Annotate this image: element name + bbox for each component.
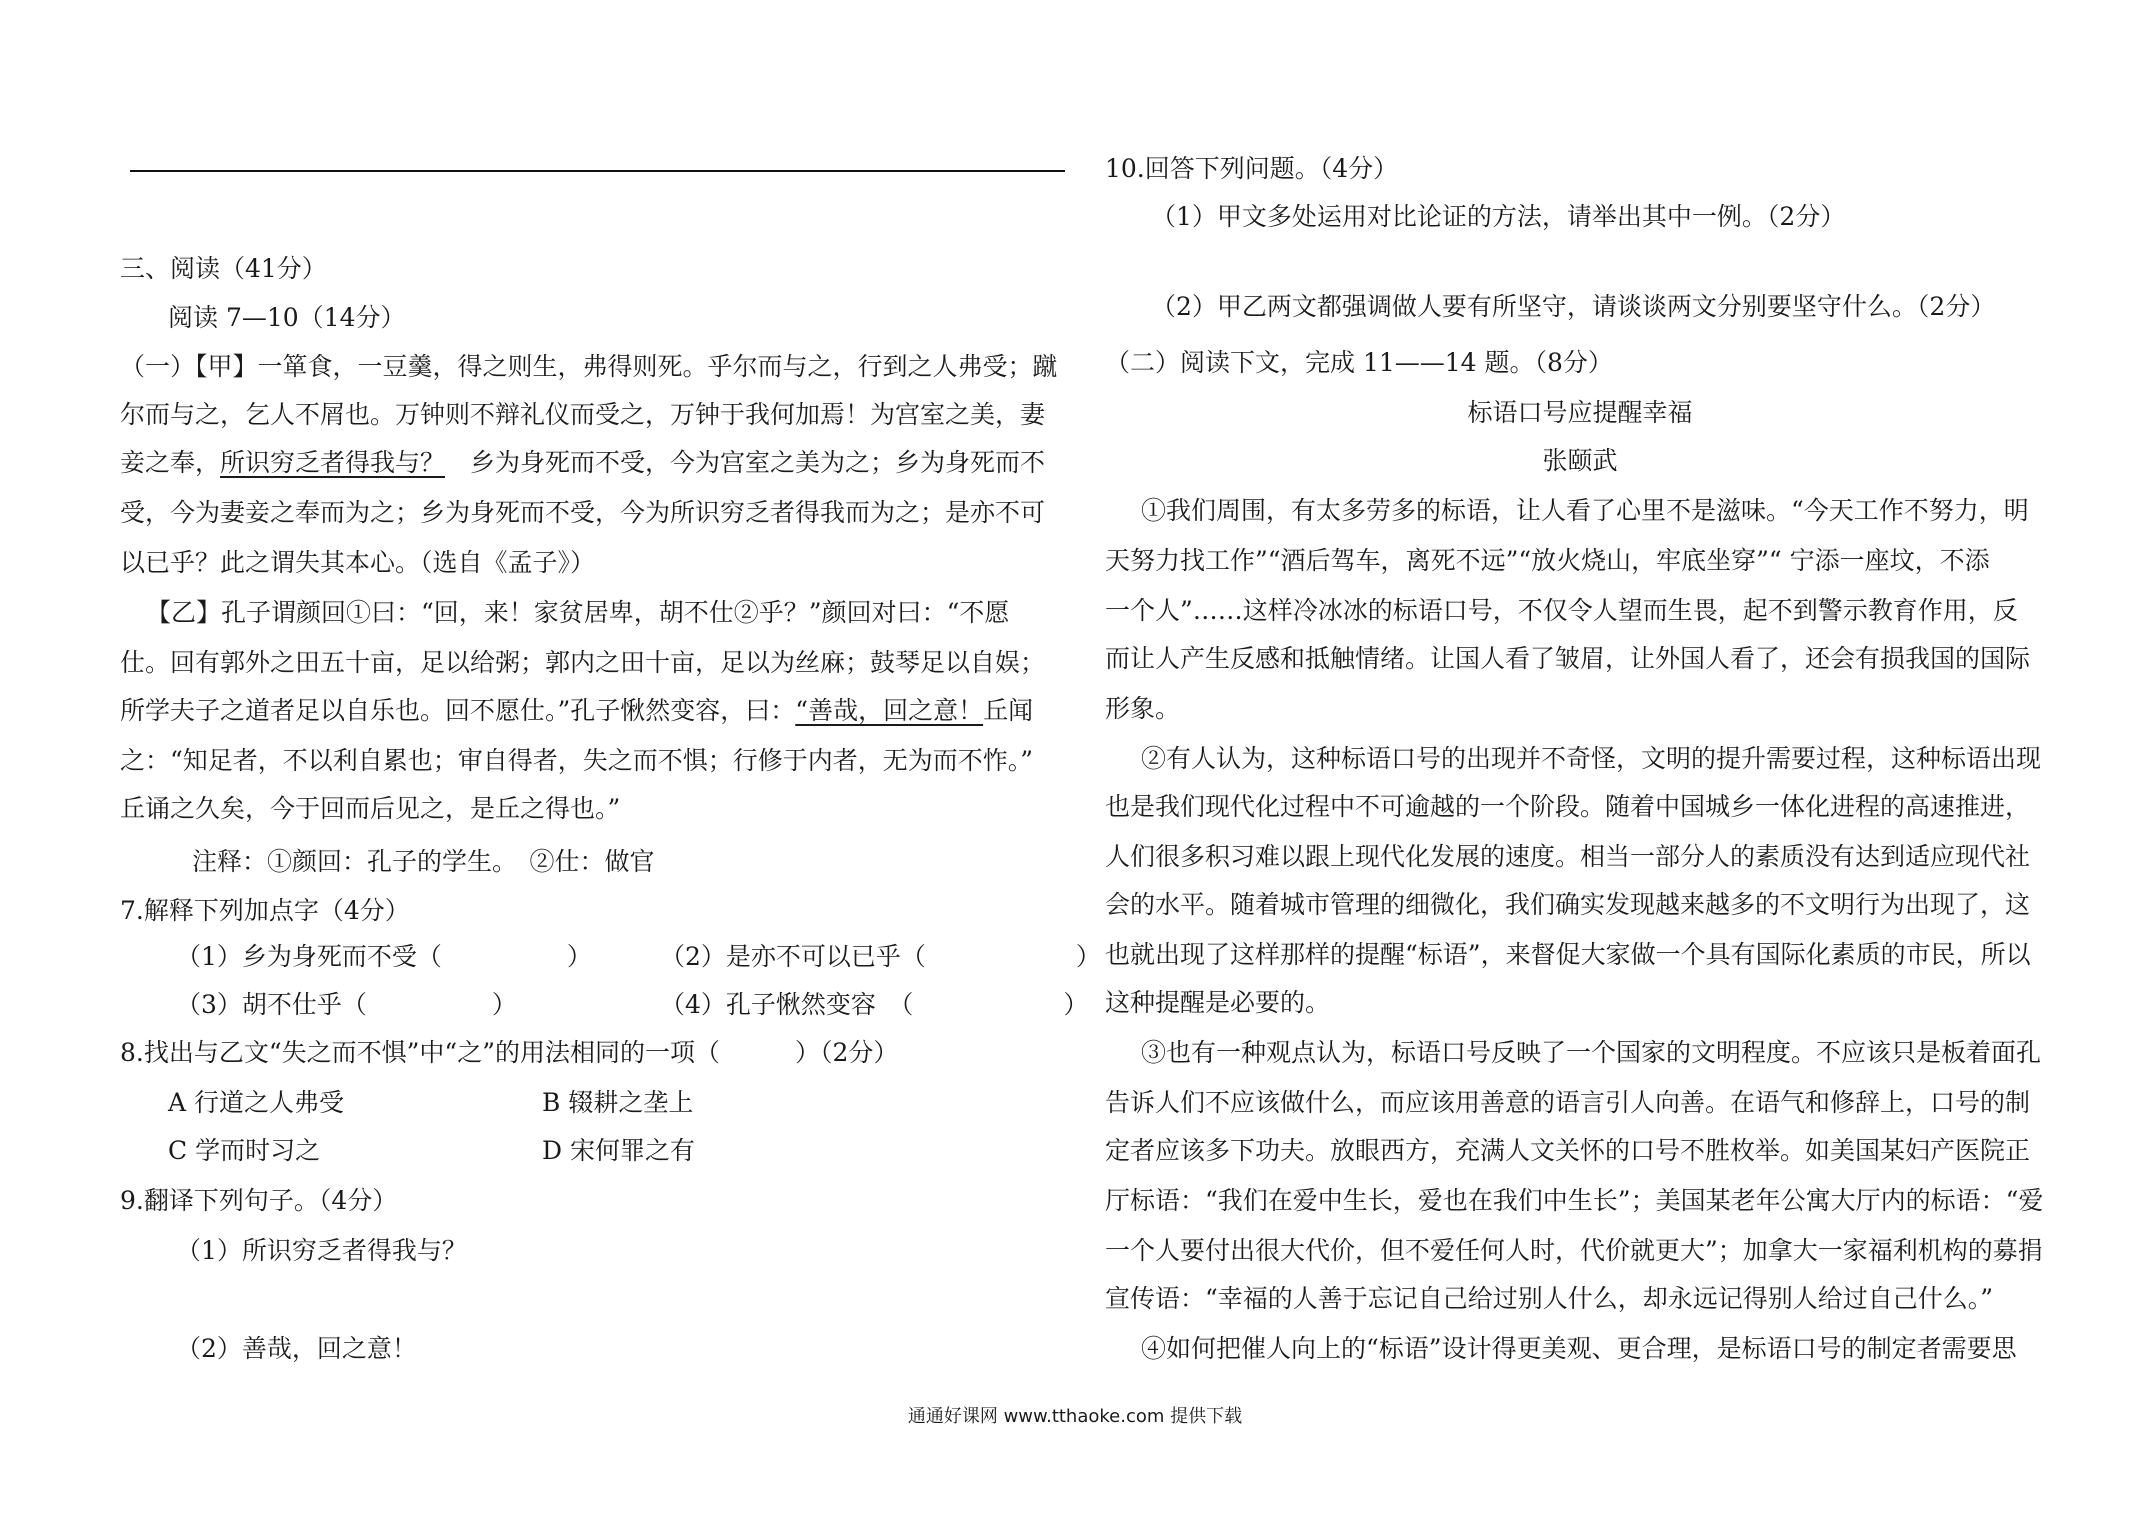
reading-range: 阅读 7—10（14分） (168, 303, 406, 332)
paragraph-2-line: 人们很多积习难以跟上现代化发展的速度。相当一部分人的素质没有达到适应现代社 (1105, 842, 2031, 871)
paragraph-2-line: 这种提醒是必要的。 (1105, 988, 1331, 1017)
annotation-notes: 注释：①颜回：孔子的学生。 ②仕：做官 (192, 847, 655, 876)
paragraph-2-line: 也是我们现代化过程中不可逾越的一个阶段。随着中国城乡一体化进程的高速推进， (1105, 792, 2031, 821)
q9-item-1: （1）所识穷乏者得我与？ (176, 1236, 467, 1265)
paragraph-1-line: 形象。 (1105, 694, 1181, 723)
yi-line-3: 所学夫子之道者足以自乐也。回不愿仕。”孔子愀然变容，曰：“善哉，回之意！丘闻 (120, 696, 1034, 725)
footer-credit: 通通好课网 www.tthaoke.com 提供下载 (907, 1406, 1243, 1427)
q9-title: 9.翻译下列句子。（4分） (120, 1186, 398, 1215)
paragraph-3-line: 一个人要付出很大代价，但不爱任何人时，代价就更大”；加拿大一家福利机构的募捐 (1105, 1236, 2043, 1265)
paragraph-3-line: ③也有一种观点认为，标语口号反映了一个国家的文明程度。不应该只是板着面孔 (1141, 1038, 2042, 1067)
underlined-sentence-jia: 所识穷乏者得我与？ (220, 448, 446, 477)
paragraph-2-line: ②有人认为，这种标语口号的出现并不奇怪，文明的提升需要过程，这种标语出现 (1141, 744, 2042, 773)
q10-item-1: （1）甲文多处运用对比论证的方法，请举出其中一例。（2分） (1151, 202, 1846, 231)
jia-line-2: 尔而与之，乞人不屑也。万钟则不辩礼仪而受之，万钟于我何加焉！为宫室之美，妻 (120, 400, 1046, 429)
section-title: 三、阅读（41分） (120, 254, 327, 283)
paragraph-1-line: 天努力找工作”“酒后驾车，离死不远”“放火烧山，牢底坐穿”“ 宁添一座坟，不添 (1105, 546, 1990, 575)
yi-line-4: 之：“知足者，不以利自累也；审自得者，失之而不惧；行修于内者，无为而不怍。” (120, 746, 1034, 775)
q7-title: 7.解释下列加点字（4分） (120, 896, 410, 925)
paragraph-2-line: 会的水平。随着城市管理的细微化，我们确实发现越来越多的不文明行为出现了，这 (1105, 890, 2031, 919)
paragraph-2-line: 也就出现了这样那样的提醒“标语”，来督促大家做一个具有国际化素质的市民，所以 (1105, 940, 2031, 969)
paragraph-1-line: ①我们周围，有太多劳多的标语，让人看了心里不是滋味。“今天工作不努力，明 (1141, 496, 2029, 525)
q8-option-a: A 行道之人弗受 (168, 1088, 345, 1117)
paragraph-4-line: ④如何把催人向上的“标语”设计得更美观、更合理，是标语口号的制定者需要思 (1141, 1334, 2017, 1363)
q8-option-c: C 学而时习之 (168, 1136, 321, 1165)
q7-item-3: （3）胡不仕乎（ ） (176, 990, 517, 1019)
yi-line-2: 仕。回有郭外之田五十亩，足以给粥；郭内之田十亩，足以为丝麻；鼓琴足以自娱； (120, 648, 1046, 677)
q7-item-1: （1）乡为身死而不受（ ） (176, 942, 592, 971)
yi-line-5: 丘诵之久矣，今于回而后见之，是丘之得也。” (120, 794, 621, 823)
q8-title: 8.找出与乙文“失之而不惧”中“之”的用法相同的一项（ ）（2分） (120, 1038, 899, 1067)
header-rule (130, 170, 1065, 172)
paragraph-3-line: 告诉人们不应该做什么，而应该用善意的语言引人向善。在语气和修辞上，口号的制 (1105, 1088, 2031, 1117)
jia-line-1: （一）【甲】一箪食，一豆羹，得之则生，弗得则死。乎尔而与之，行到之人弗受；蹴 (120, 352, 1058, 381)
q9-item-2: （2）善哉，回之意！ (176, 1334, 417, 1363)
article-author: 张颐武 (1542, 446, 1618, 475)
jia-line-3: 妾之奉，所识穷乏者得我与？ 乡为身死而不受，今为宫室之美为之；乡为身死而不 (120, 448, 1046, 477)
yi-line-1: 【乙】孔子谓颜回①曰：“回，来！家贫居卑，胡不仕②乎？”颜回对曰：“不愿 (146, 598, 1010, 627)
article-title: 标语口号应提醒幸福 (1467, 398, 1693, 427)
paragraph-3-line: 定者应该多下功夫。放眼西方，充满人文关怀的口号不胜枚举。如美国某妇产医院正 (1105, 1136, 2031, 1165)
q7-item-4: （4）孔子愀然变容 （ ） (660, 990, 1089, 1019)
jia-line-5: 以已乎？此之谓失其本心。（选自《孟子》） (120, 548, 596, 577)
q10-item-2: （2）甲乙两文都强调做人要有所坚守，请谈谈两文分别要坚守什么。（2分） (1151, 292, 1996, 321)
paragraph-1-line: 一个人”……这样冷冰冰的标语口号，不仅令人望而生畏，起不到警示教育作用，反 (1105, 596, 2018, 625)
paragraph-1-line: 而让人产生反感和抵触情绪。让国人看了皱眉，让外国人看了，还会有损我国的国际 (1105, 644, 2031, 673)
q8-option-d: D 宋何罪之有 (542, 1136, 695, 1165)
underlined-sentence-yi: “善哉，回之意！ (795, 696, 984, 725)
q8-option-b: B 辍耕之垄上 (542, 1088, 694, 1117)
paragraph-3-line: 宣传语：“幸福的人善于忘记自己给过别人什么，却永远记得别人给过自己什么。” (1105, 1284, 1994, 1313)
jia-line-4: 受，今为妻妾之奉而为之；乡为身死而不受，今为所识穷乏者得我而为之；是亦不可 (120, 498, 1046, 527)
q10-title: 10.回答下列问题。（4分） (1105, 154, 1399, 183)
part-two-instruction: （二）阅读下文，完成 11——14 题。（8分） (1105, 348, 1613, 377)
q7-item-2: （2）是亦不可以已乎（ ） (660, 942, 1101, 971)
paragraph-3-line: 厅标语：“我们在爱中生长，爱也在我们中生长”；美国某老年公寓大厅内的标语：“爱 (1105, 1186, 2044, 1215)
